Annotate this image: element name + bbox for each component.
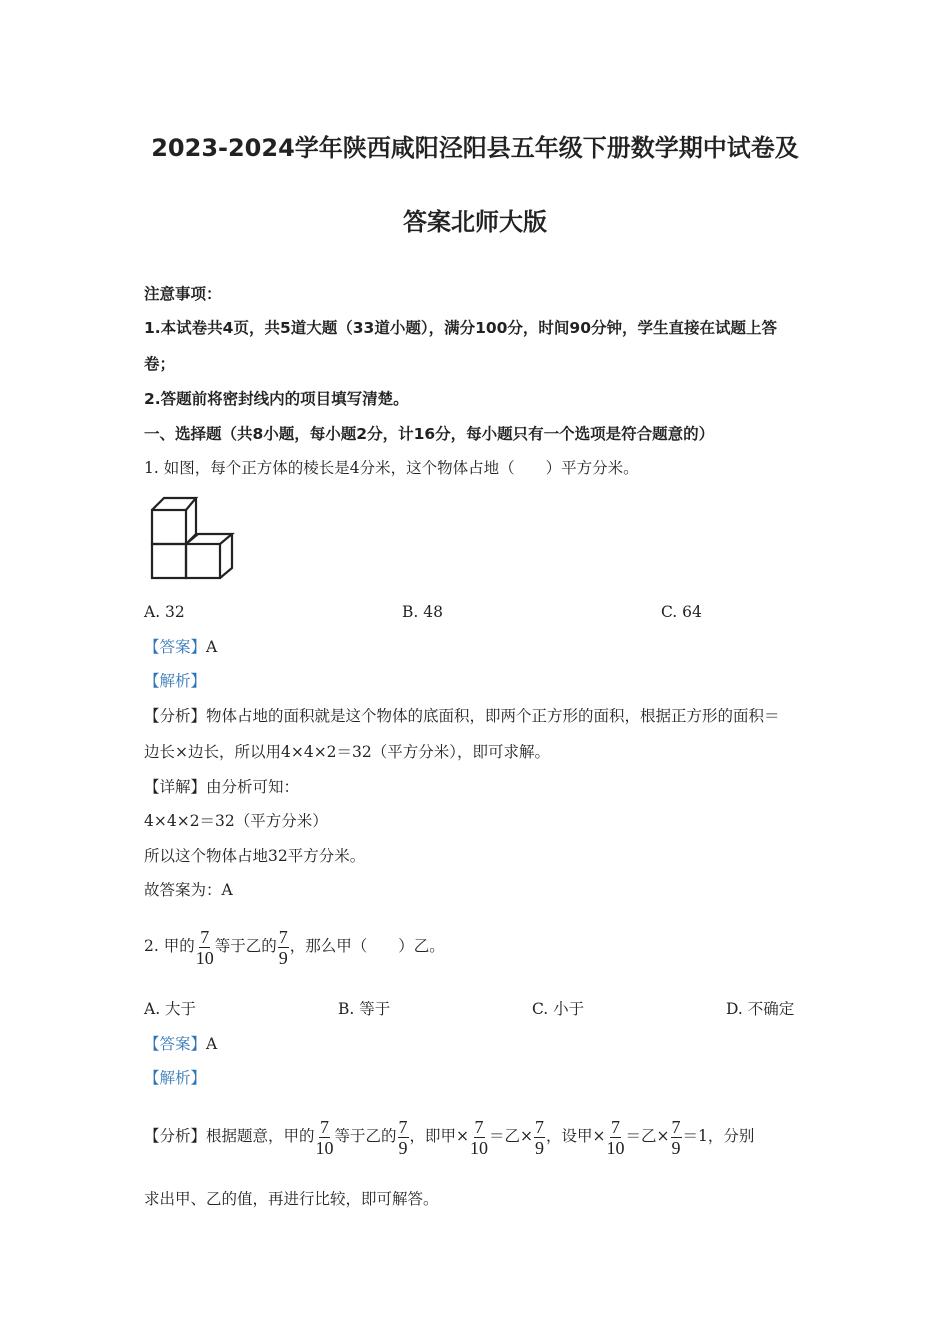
fenxi-text: 物体占地的面积就是这个物体的底面积，即两个正方形的面积，根据正方形的面积＝ <box>206 707 780 725</box>
q1-fenxi <box>144 706 780 726</box>
xiangjie-tag: 【详解】 <box>144 778 207 796</box>
q2-option-c: C. 小于 <box>532 1000 585 1018</box>
doc-title-line1: 2023-2024学年陕西咸阳泾阳县五年级下册数学期中试卷及 <box>151 134 799 162</box>
q1-option-c: C. 64 <box>661 603 702 621</box>
q1-answer <box>144 637 217 657</box>
q1-stem: 1. 如图，每个正方体的棱长是4分米，这个物体占地（ ）平方分米。 <box>144 459 639 477</box>
answer-value: A <box>206 638 218 656</box>
q2-option-d: D. 不确定 <box>726 1000 795 1018</box>
fraction: $\frac{7}{10}$ <box>470 1116 489 1158</box>
q1-fenxi-cont: 边长×边长，所以用4×4×2＝32（平方分米），即可求解。 <box>144 743 551 761</box>
notes-heading: 注意事项： <box>144 285 222 303</box>
fraction: $\frac{7}{10}$ <box>606 1116 625 1158</box>
q2-fenxi: 【分析】根据题意，甲的 $\frac{7}{10}$ 等于乙的 $\frac{7}{9}$ ，即甲× $\frac{7}{10}$ ＝乙× $\frac{7}{9}$ ，设甲× $\frac{7}{10}$ ＝乙× $\frac{7}{9}$ ＝1，分别 <box>144 1116 755 1158</box>
q2-analysis-tag: 【解析】 <box>144 1069 207 1087</box>
note-1: 1.本试卷共4页，共5道大题（33道小题），满分100分，时间90分钟，学生直接在试题上答 <box>144 319 777 337</box>
answer-tag: 【答案】 <box>144 638 207 656</box>
q2-option-b: B. 等于 <box>338 1000 391 1018</box>
note-2: 2.答题前将密封线内的项目填写清楚。 <box>144 390 409 408</box>
section-heading: 一、选择题（共8小题，每小题2分，计16分，每小题只有一个选项是符合题意的） <box>144 425 715 443</box>
q1-xiangjie <box>144 777 299 797</box>
q2-text: ，那么甲（ ）乙。 <box>289 937 445 955</box>
q1-conclusion: 所以这个物体占地32平方分米。 <box>144 847 366 865</box>
q1-calc: 4×4×2＝32（平方分米） <box>144 812 328 830</box>
answer-value: A <box>206 1035 218 1053</box>
fraction: $\frac{7}{9}$ <box>278 926 288 968</box>
fenxi-tag: 【分析】 <box>144 707 207 725</box>
q2-fenxi-cont: 求出甲、乙的值，再进行比较，即可解答。 <box>144 1190 439 1208</box>
fraction: $\frac{7}{10}$ <box>195 926 214 968</box>
fraction: $\frac{7}{9}$ <box>398 1116 408 1158</box>
fraction: $\frac{7}{9}$ <box>671 1116 681 1158</box>
cubes-figure <box>148 494 238 584</box>
q1-option-a: A. 32 <box>144 603 185 621</box>
doc-title-line2: 答案北师大版 <box>403 208 547 236</box>
q1-analysis-tag: 【解析】 <box>144 672 207 690</box>
q2-text: 2. 甲的 <box>144 937 195 955</box>
xiangjie-text: 由分析可知： <box>206 778 300 796</box>
fraction: $\frac{7}{10}$ <box>315 1116 334 1158</box>
note-1-cont: 卷； <box>144 355 176 373</box>
q2-option-a: A. 大于 <box>144 1000 197 1018</box>
q2-answer <box>144 1034 217 1054</box>
q2-text: 等于乙的 <box>214 937 277 955</box>
q2-stem <box>144 924 445 968</box>
answer-tag: 【答案】 <box>144 1035 207 1053</box>
q1-final: 故答案为：A <box>144 881 233 899</box>
fraction: $\frac{7}{9}$ <box>535 1116 545 1158</box>
q1-option-b: B. 48 <box>402 603 443 621</box>
